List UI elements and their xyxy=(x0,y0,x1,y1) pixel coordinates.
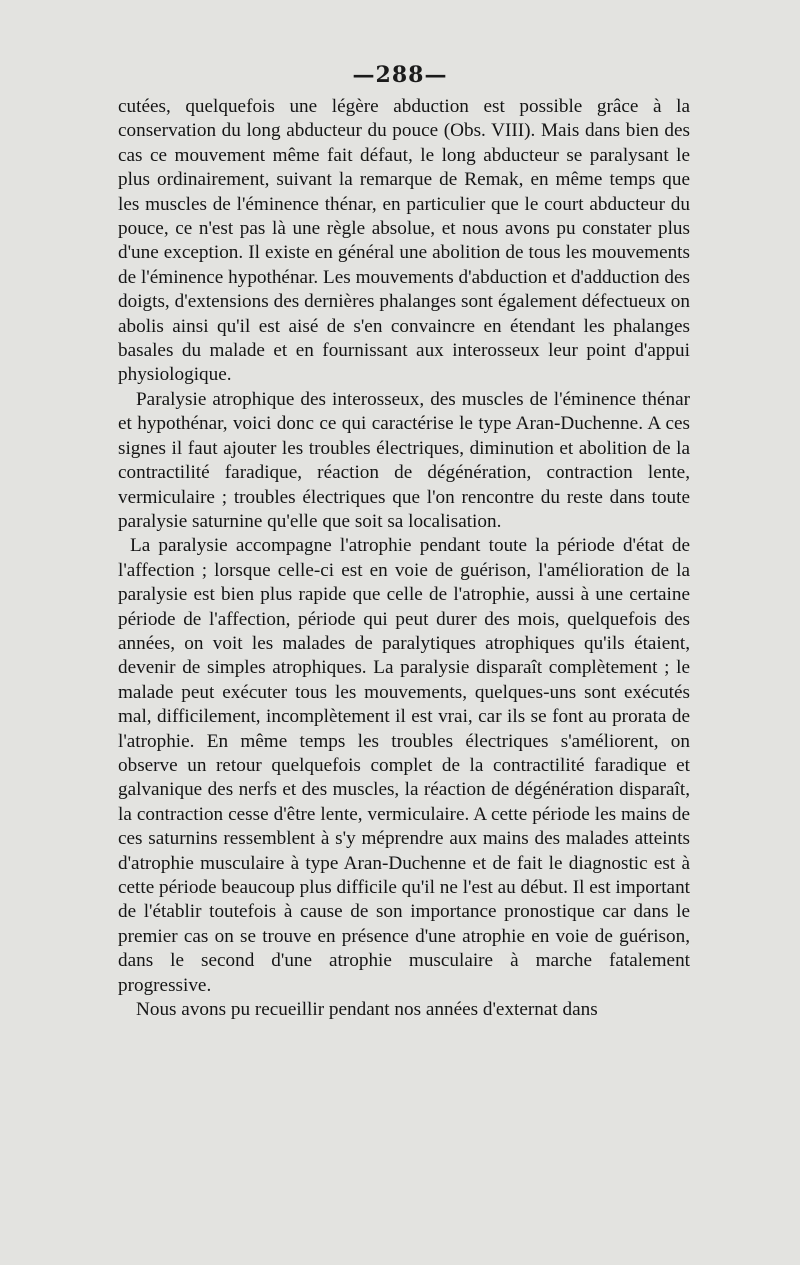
paragraph-2: Paralysie atrophique des interosseux, des muscles de l'éminence thénar et hypothénar, voici donc ce qui caractérise le type Aran-Duchenne. A ces signes il faut ajouter les troubles électriques, diminution et abolition de la contractilité faradique, réaction de dégénération, contraction lente, vermiculaire ; troubles électriques que l'on rencontre du reste dans toute paralysie saturnine qu'elle que soit sa localisation. xyxy=(118,388,690,532)
page-number: —288— xyxy=(352,62,448,88)
paragraph-3: La paralysie accompagne l'atrophie pendant toute la période d'état de l'affection ; lorsque celle-ci est en voie de guérison, l'amélioration de la paralysie est bien plus rapide que celle de l'atrophie, aussi à une certaine période de l'affection, période qui peut durer des mois, quelquefois des années, on voit les malades de paralytiques atrophiques qu'ils étaient, devenir de simples atrophiques. La paralysie disparaît complètement ; le malade peut exécuter tous les mouvements, quelques-uns sont exécutés mal, difficilement, incomplètement il est vrai, car ils se font au prorata de l'atrophie. En même temps les troubles électriques s'améliorent, on observe un retour quelquefois complet de la contractilité faradique et galvanique des nerfs et des muscles, la réaction de dégénération disparaît, la contraction cesse d'être lente, vermiculaire. A cette période les mains de ces saturnins ressemblent à s'y méprendre aux mains des malades atteints d'atrophie musculaire à type Aran-Duchenne et de fait le diagnostic est à cette période beaucoup plus difficile qu'il ne l'est au début. Il est important de l'établir toutefois à cause de son importance pronostique car dans le premier cas on se trouve en présence d'une atrophie en voie de guérison, dans le second d'une atrophie musculaire à marche fatalement progressive. xyxy=(118,535,690,996)
paragraph-1: cutées, quelquefois une légère abduction est possible grâce à la conservation du long abducteur du pouce (Obs. VIII). Mais dans bien des cas ce mouvement même fait défaut, le long abducteur se paralysant le plus ordinairement, suivant la remarque de Remak, en même temps que les muscles de l'éminence thénar, en particulier que le court abducteur du pouce, ce n'est pas là une règle absolue, et nous avons pu constater plus d'une exception. Il existe en général une abolition de tous les mouvements de l'éminence hypothénar. Les mouvements d'abduction et d'adduction des doigts, d'extensions des dernières phalanges sont également défectueux on abolis ainsi qu'il est aisé de s'en convaincre en étendant les phalanges basales du malade et en fournissant aux interosseux leur point d'appui physiologique. xyxy=(118,96,690,386)
paragraph-4: Nous avons pu recueillir pendant nos années d'externat dans xyxy=(136,999,598,1021)
body-text xyxy=(118,95,690,1022)
